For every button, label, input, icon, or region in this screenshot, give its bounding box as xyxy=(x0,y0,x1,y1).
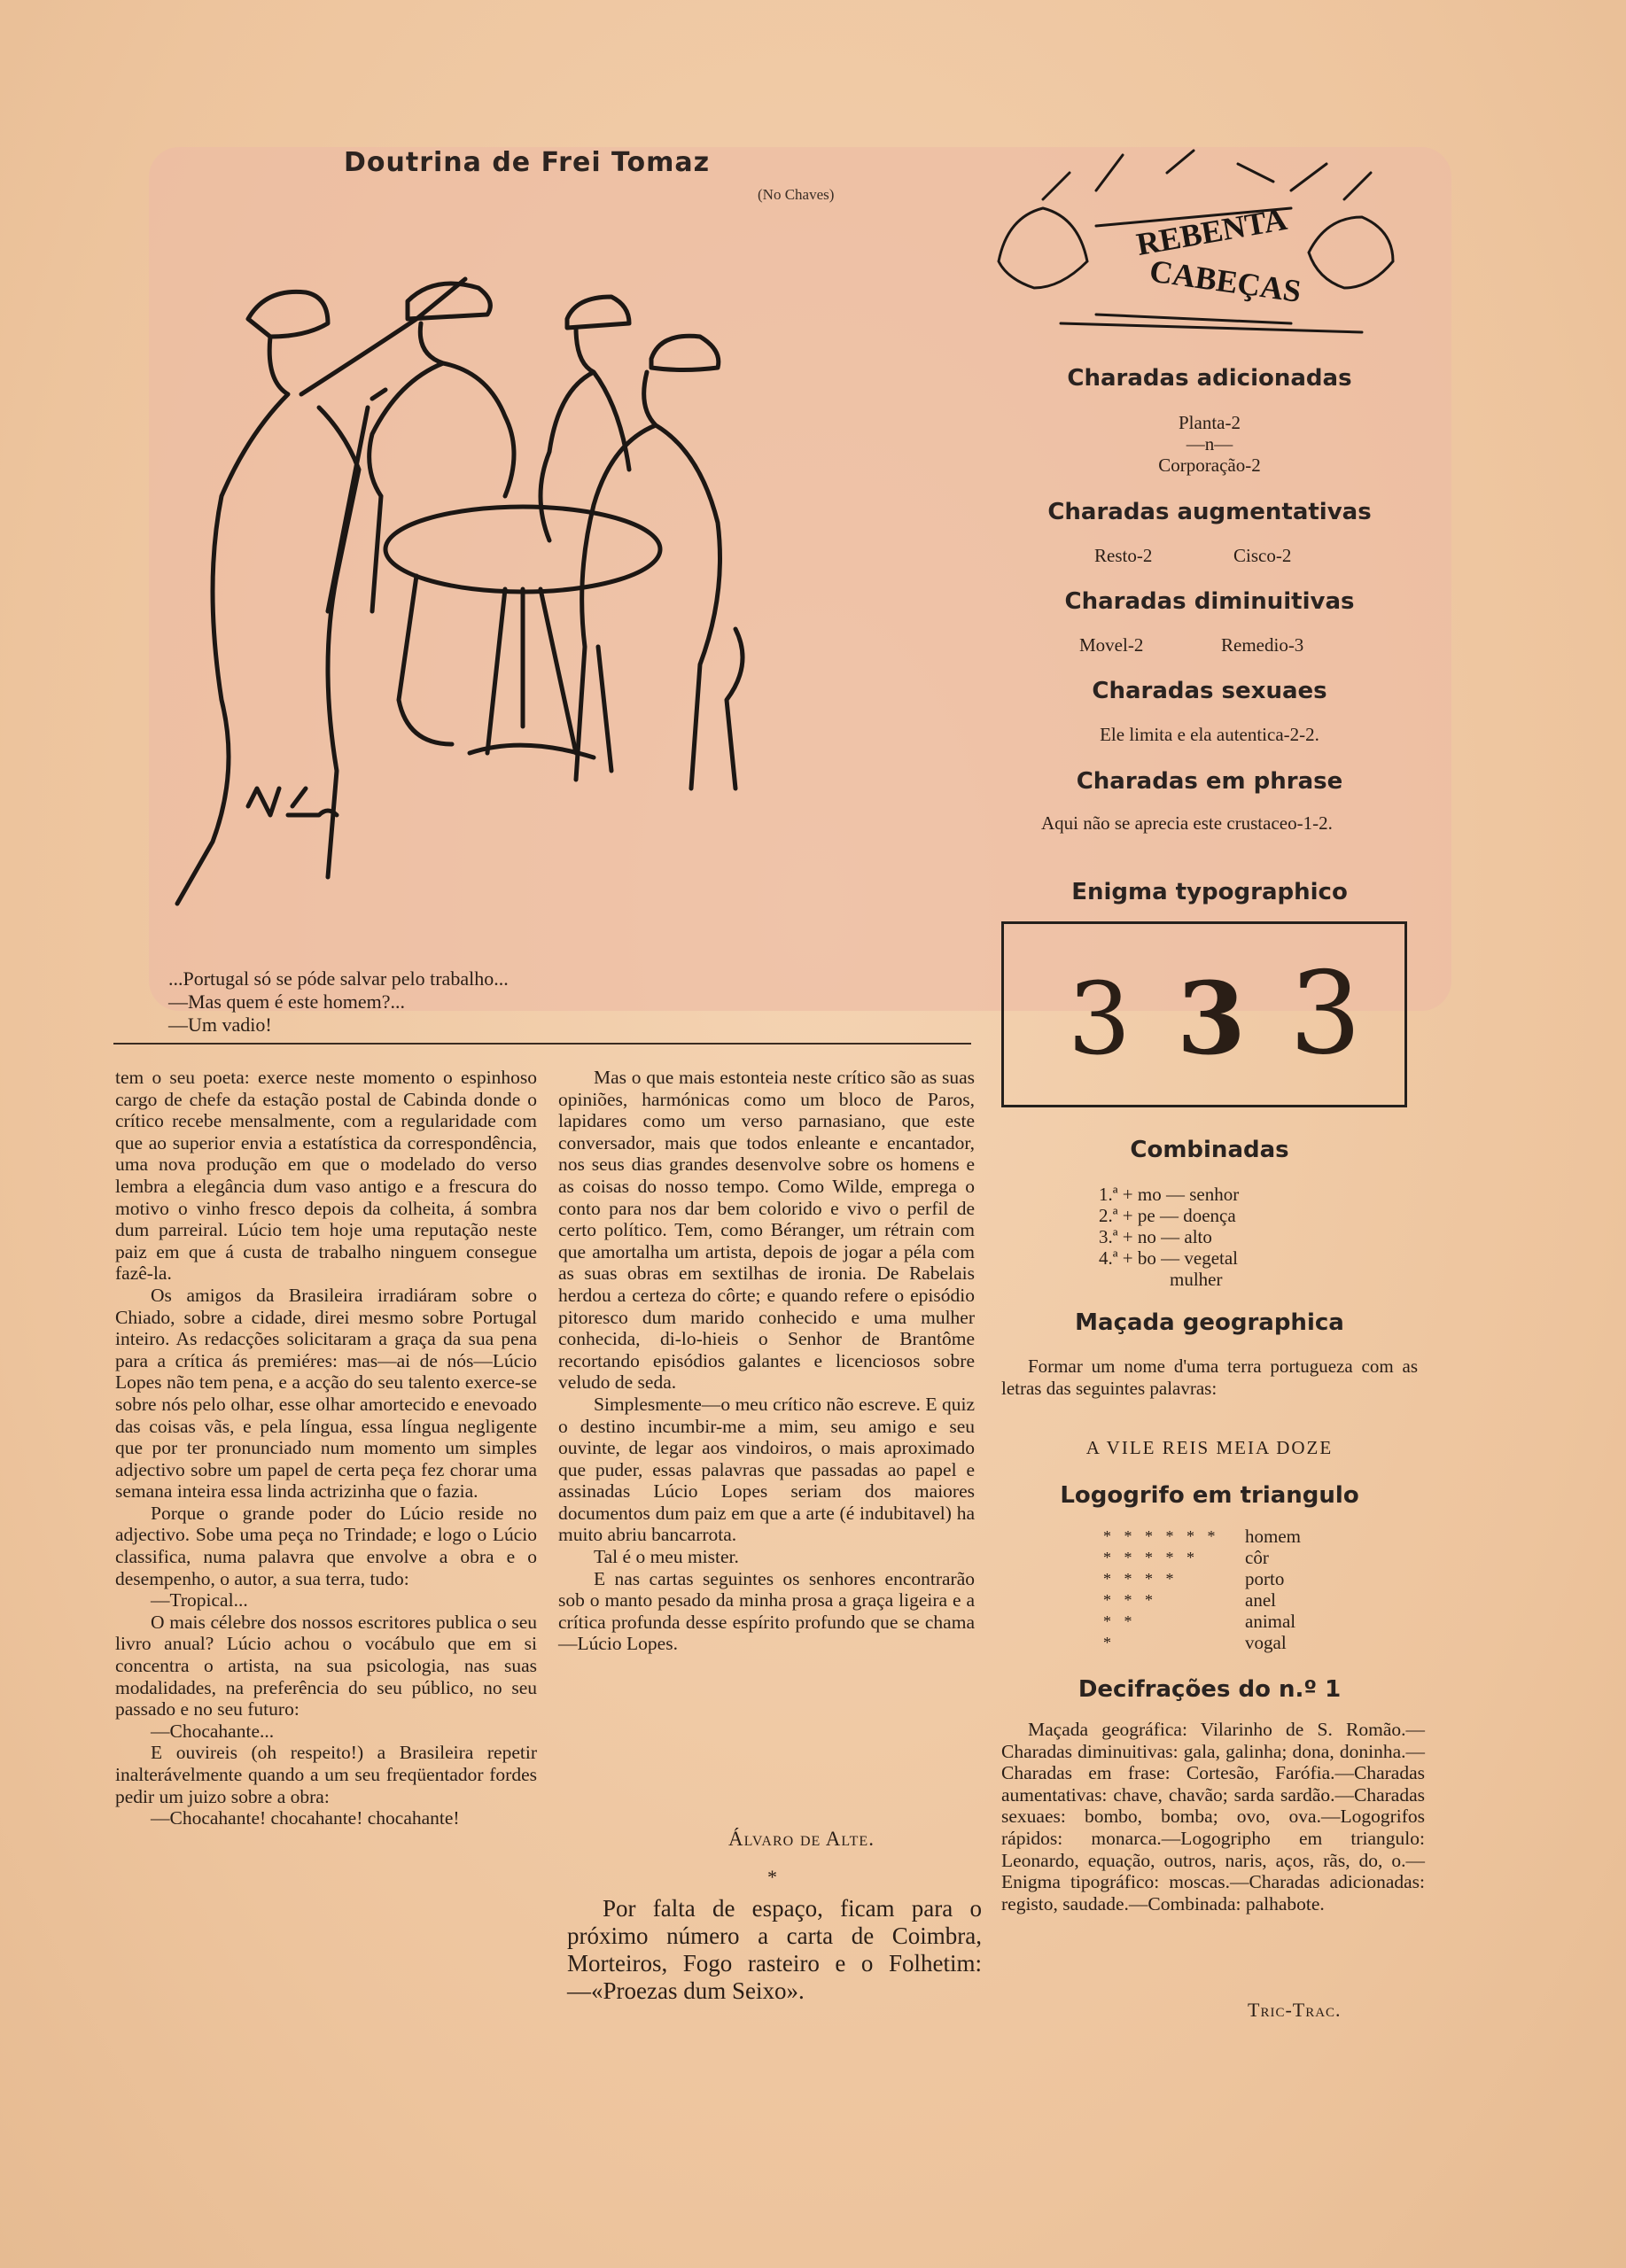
masthead-sparks xyxy=(1043,151,1371,199)
heading-charadas-phrase: Charadas em phrase xyxy=(1076,768,1343,795)
heading-macada: Maçada geographica xyxy=(1075,1309,1344,1336)
artist-signature xyxy=(248,788,337,815)
heading-charadas-sexuaes: Charadas sexuaes xyxy=(1092,678,1327,704)
hat-right-back xyxy=(567,297,629,328)
article-column-2 xyxy=(558,1067,975,1655)
figure-right-front-body xyxy=(576,372,743,788)
paragraph: —Chocahante! chocahante! chocahante! xyxy=(151,1807,460,1829)
heading-enigma: Enigma typographico xyxy=(1071,879,1348,905)
logogrifo-dots: * * * * * * xyxy=(1103,1527,1220,1545)
illustration-title: Doutrina de Frei Tomaz xyxy=(344,147,711,178)
macada-text: Formar um nome d'uma terra portugueza com as letras das seguintes palavras: xyxy=(1001,1355,1418,1399)
charadas-phrase-text: Aqui não se aprecia este crustaceo-1-2. xyxy=(1041,812,1333,834)
charada-line: Planta-2 xyxy=(1179,412,1241,433)
logogrifo-row xyxy=(1103,1568,1301,1589)
combinadas-list xyxy=(1099,1184,1239,1290)
horizontal-rule xyxy=(113,1043,971,1045)
logogrifo-word: porto xyxy=(1245,1568,1285,1589)
paragraph: Os amigos da Brasileira irradiáram sobre o Chiado, sobre a cidade, direi mesmo sobre Portugal inteiro. As redacções solicitaram a graça da sua pena para a crítica ás premiéres: mas—ai de nós—Lúcio Lopes não tem pena, e a acção do seu talento exerce-se sobre nós pelo olhar, esse olhar amortecido e enevoado das coisas vãs, e pela língua, essa língua negligente que por ter pronunciado num momento um simples adjectivo sobre um papel de certa peça fez chorar uma semana inteira essa linda actrizinha que o fazia. xyxy=(115,1284,537,1503)
masthead-word-bottom: CABEÇAS xyxy=(1147,252,1303,310)
paragraph: Simplesmente—o meu crítico não escreve. E quiz o destino incumbir-me a mim, seu amigo e seu ouvinte, de legar aos vindoiros, o mais aproximado que puder, essas palavras que passadas ao papel e assinadas Lúcio Lopes seriam dos maiores documentos dum paiz em que a arte (é indubitavel) ha muito abriu bancarrota. xyxy=(558,1393,975,1546)
enigma-digit: 3 xyxy=(1068,962,1132,1077)
figure-left-body xyxy=(177,337,288,904)
combinada-line: mulher xyxy=(1170,1269,1223,1290)
rebenta-cabecas-masthead xyxy=(990,146,1406,350)
augmentativa-item: Cisco-2 xyxy=(1233,545,1292,566)
heading-combinadas: Combinadas xyxy=(1130,1137,1289,1163)
enigma-digit: 3 xyxy=(1177,961,1246,1077)
paragraph: E ouvireis (oh respeito!) a Brasileira repetir inalterávelmente quando a um seu freqüentador fordes pedir um juizo sobre a obra: xyxy=(115,1742,537,1807)
heading-charadas-augmentativas: Charadas augmentativas xyxy=(1047,499,1372,525)
charadas-adicionadas-content xyxy=(1001,412,1418,476)
caption-line: ...Portugal só se póde salvar pelo trabalho... xyxy=(168,967,509,990)
figure-middle-legs xyxy=(372,496,452,744)
heading-charadas-adicionadas: Charadas adicionadas xyxy=(1067,365,1352,392)
logogrifo-word: animal xyxy=(1245,1611,1296,1632)
paragraph: Porque o grande poder do Lúcio reside no adjectivo. Sobe uma peça no Trindade; e logo o Lúcio classifica, numa palavra que envolve a obra e o desempenho, o autor, a sua terra, tudo: xyxy=(115,1502,537,1589)
hat-left xyxy=(248,291,328,337)
ornament: * xyxy=(767,1866,777,1888)
logogrifo-row xyxy=(1103,1547,1301,1568)
paragraph: tem o seu poeta: exerce neste momento o espinhoso cargo de chefe da estação postal de Cabinda donde o crítico recebe mensalmente, com a regularidade com que ao superior envia a estatística da correspondência, uma nova produção em que o modelado do verso lembra a elegância dum vaso antigo e a frescura do motivo o vinho fresco depois da colheita, á sombra dum parreiral. Lúcio tem hoje uma reputação neste paiz em que á custa de trabalho ninguem consegue fazê-la. xyxy=(115,1067,537,1285)
logogrifo-rows xyxy=(1103,1526,1301,1653)
illustration-captions xyxy=(168,967,509,1037)
table-legs xyxy=(470,589,594,757)
charada-line: —n— xyxy=(1186,433,1233,454)
logogrifo-dots: * * * xyxy=(1103,1591,1157,1609)
illustration-credit: (No Chaves) xyxy=(758,186,835,203)
heading-charadas-diminuitivas: Charadas diminuitivas xyxy=(1064,588,1355,615)
logogrifo-dots: * xyxy=(1103,1634,1116,1651)
paragraph: Tal é o meu mister. xyxy=(594,1546,739,1568)
diminuitiva-item: Movel-2 xyxy=(1079,634,1144,656)
logogrifo-row xyxy=(1103,1611,1301,1632)
combinada-line: 1.ª + mo — senhor xyxy=(1099,1184,1240,1205)
caption-line: —Mas quem é este homem?... xyxy=(168,990,405,1013)
logogrifo-word: côr xyxy=(1245,1547,1269,1568)
cartoon-drawing xyxy=(115,204,984,939)
paragraph: O mais célebre dos nossos escritores publica o seu livro anual? Lúcio achou o vocábulo que em si concentra o artista, na sua psicologia, nas suas modalidades, na preferência do seu público, no seu passado e no seu futuro: xyxy=(115,1611,537,1720)
combinada-line: 3.ª + no — alto xyxy=(1099,1226,1212,1247)
macada-words: A VILE REIS MEIA DOZE xyxy=(1085,1437,1334,1458)
article-column-1 xyxy=(115,1067,537,1829)
masthead-head-left xyxy=(999,208,1087,288)
logogrifo-word: homem xyxy=(1245,1526,1301,1547)
table-top xyxy=(385,507,660,592)
caption-line: —Um vadio! xyxy=(168,1014,272,1036)
heading-decifracoes: Decifrações do n.º 1 xyxy=(1078,1676,1342,1703)
charadas-sexuaes-text: Ele limita e ela autentica-2-2. xyxy=(1100,724,1319,745)
decifracoes-text: Maçada geográfica: Vilarinho de S. Romão.—Charadas diminuitivas: gala, galinha; dona, doninha.—Charadas em frase: Cortesão, Farófia.—Charadas aumentativas: chave, chavão; sarda sardão.—Charadas sexuaes: bombo, bomba; ovo, ova.—Logogrifos rápidos: monarca.—Logogripho em triangulo: Leonardo, equação, outros, naris, aços, rãs, do, o.—Enigma tipográfico: moscas.—Charadas adicionadas: registo, saudade.—Combinada: palhabote. xyxy=(1001,1719,1425,1915)
figure-left-arm xyxy=(301,279,465,394)
augmentativa-item: Resto-2 xyxy=(1094,545,1153,566)
hat-right-front xyxy=(651,336,719,369)
enigma-digit: 3 xyxy=(1289,948,1362,1080)
figure-middle-body xyxy=(370,323,514,496)
masthead-word-top: REBENTA xyxy=(1133,200,1290,262)
logogrifo-row xyxy=(1103,1632,1301,1653)
diminuitiva-item: Remedio-3 xyxy=(1221,634,1304,656)
decifracoes-block xyxy=(1001,1719,1425,1915)
masthead-head-right xyxy=(1309,217,1393,288)
editorial-note: Por falta de espaço, ficam para o próximo número a carta de Coimbra, Morteiros, Fogo rasteiro e o Folhetim:—«Proezas dum Seixo». xyxy=(567,1895,982,2004)
decifracoes-signature: Tric-Trac. xyxy=(1248,1999,1342,2021)
logogrifo-dots: * * * * * xyxy=(1103,1549,1199,1566)
logogrifo-row xyxy=(1103,1526,1301,1547)
paragraph: Mas o que mais estonteia neste crítico são as suas opiniões, harmónicas como um bloco de Paros, lapidares como um verso parnasiano, que este conversador, mais que todos enleante e encantador, nos seus dias grandes desenvolve sobre os homens e as coisas do nosso tempo. Como Wilde, emprega o conto para nos dar bem colorido e vivo o perfil de certo político. Tem, como Béranger, um rétrain com que amortalha um artista, depois de jogar a péla com as suas obras em sextilhas de ironia. De Rabelais herdou a certeza do côrte; e quando refere o episódio pitoresco dum marido conhecido e uma mulher conhecida, di-lo-hieis o Senhor de Brantôme recortando episódios galantes e licenciosos sobre veludo de seda. xyxy=(558,1067,975,1394)
logogrifo-row xyxy=(1103,1589,1301,1611)
combinada-line: 4.ª + bo — vegetal xyxy=(1099,1247,1239,1269)
logogrifo-dots: * * xyxy=(1103,1612,1137,1630)
heading-logogrifo: Logogrifo em triangulo xyxy=(1060,1482,1359,1509)
enigma-box xyxy=(1001,921,1407,1107)
paragraph: —Tropical... xyxy=(151,1589,248,1612)
logogrifo-dots: * * * * xyxy=(1103,1570,1179,1588)
paragraph: —Chocahante... xyxy=(151,1720,275,1742)
logogrifo-word: anel xyxy=(1245,1589,1276,1611)
logogrifo-word: vogal xyxy=(1245,1632,1287,1653)
charada-line: Corporação-2 xyxy=(1158,454,1261,476)
paragraph: E nas cartas seguintes os senhores encontrarão sob o manto pesado da minha prosa a graça ligeira e a crítica profunda desse espírito profundo que se chama—Lúcio Lopes. xyxy=(558,1567,975,1655)
article-signature: Álvaro de Alte. xyxy=(728,1828,875,1850)
combinada-line: 2.ª + pe — doença xyxy=(1099,1205,1236,1226)
